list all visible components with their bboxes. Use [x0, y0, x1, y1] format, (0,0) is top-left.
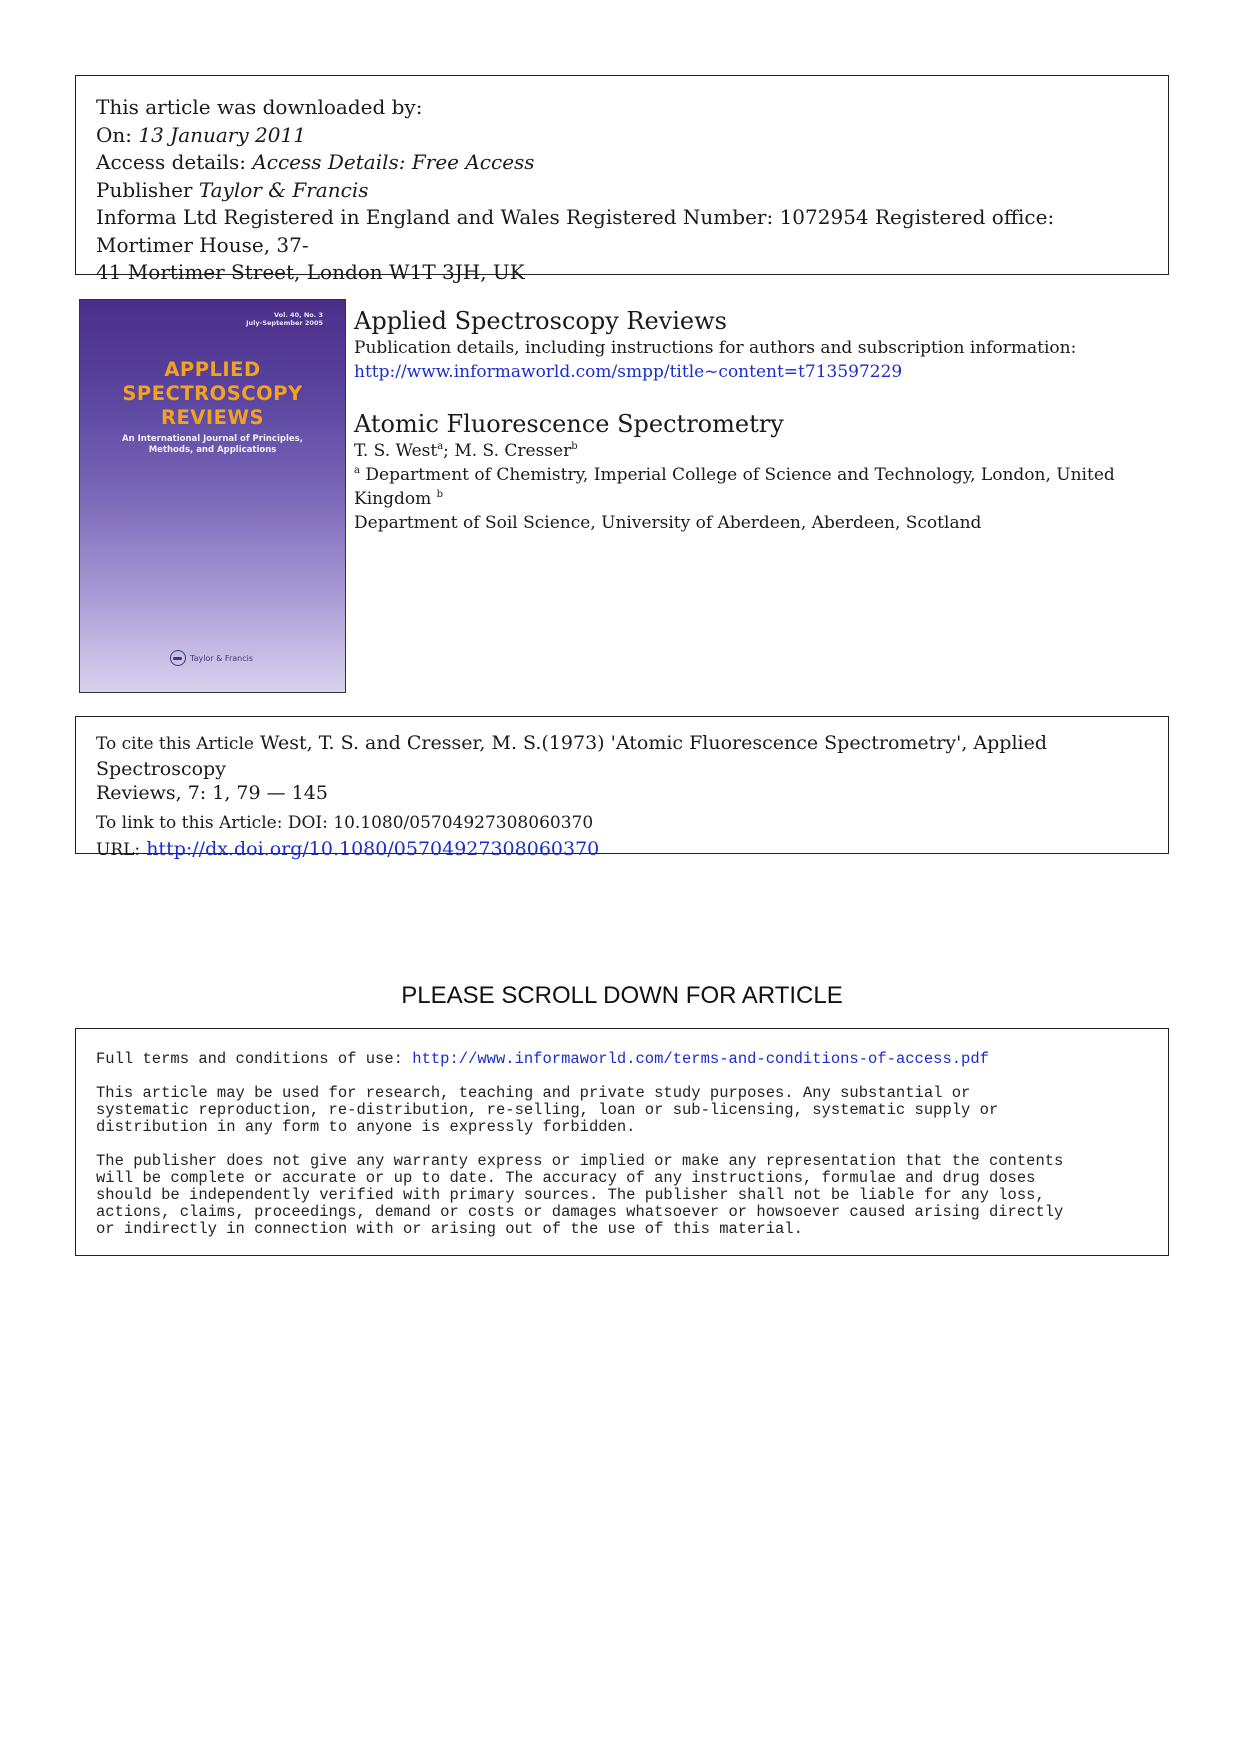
article-title: Atomic Fluorescence Spectrometry [354, 410, 784, 438]
terms-url-link[interactable]: http://www.informaworld.com/terms-and-conditions-of-access.pdf [412, 1050, 989, 1068]
terms-box [75, 1028, 1169, 1256]
cite-label: To cite this Article [96, 734, 254, 754]
usage-line: distribution in any form to anyone is expressly forbidden. [96, 1118, 636, 1136]
citation-text: West, T. S. and Cresser, M. S.(1973) 'Atomic Fluorescence Spectrometry', Applied Spectroscopy [96, 732, 1047, 780]
affil-marker: b [436, 489, 444, 500]
doi-url-link[interactable]: http://dx.doi.org/10.1080/05704927308060370 [140, 838, 600, 860]
journal-title: Applied Spectroscopy Reviews [354, 307, 727, 335]
download-date-label: On: [96, 122, 139, 147]
registered-office-line-1: Informa Ltd Registered in England and Wales Registered Number: 1072954 Registered office: Mortimer House, 37- [96, 205, 1055, 257]
citation-line [96, 731, 1148, 781]
disclaimer-line: will be complete or accurate or up to date. The accuracy of any instructions, formulae and drug doses [96, 1169, 1036, 1187]
disclaimer-line: should be independently verified with primary sources. The publisher shall not be liable for any loss, [96, 1186, 1045, 1204]
publisher-line [96, 177, 1148, 205]
citation-box [75, 716, 1169, 860]
url-label: URL: [96, 840, 141, 860]
author-name: T. S. West [354, 441, 438, 461]
citation-line-2: Reviews, 7: 1, 79 — 145 [96, 782, 328, 804]
journal-url-link[interactable]: http://www.informaworld.com/smpp/title~content=t713597229 [354, 362, 903, 382]
registered-office-line-2: 41 Mortimer Street, London W1T 3JH, UK [96, 260, 525, 284]
publication-details: Publication details, including instructions for authors and subscription information: [354, 338, 1077, 358]
usage-line: This article may be used for research, teaching and private study purposes. Any substantial or [96, 1084, 971, 1102]
affiliation-a: Department of Chemistry, Imperial College of Science and Technology, London, United Kingdom [354, 465, 1115, 509]
cover-title-line: SPECTROSCOPY [122, 382, 303, 405]
doi-value: 10.1080/05704927308060370 [327, 812, 594, 833]
disclaimer-line: actions, claims, proceedings, demand or costs or damages whatsoever or howsoever caused arising directly [96, 1203, 1064, 1221]
access-details-line [96, 149, 1148, 177]
downloaded-by-line: This article was downloaded by: [96, 95, 423, 119]
download-date-line [96, 122, 1148, 150]
cover-title-line: REVIEWS [160, 406, 265, 429]
cover-volume: Vol. 40, No. 3 [273, 311, 323, 319]
doi-line [96, 810, 1148, 836]
access-details-label: Access details: [96, 150, 253, 174]
access-details-value: Access Details: Free Access [252, 150, 535, 174]
author-separator: ; [443, 441, 455, 461]
usage-paragraph [96, 1085, 1148, 1136]
affiliation-b: Department of Soil Science, University of Aberdeen, Aberdeen, Scotland [354, 513, 982, 533]
doi-label: To link to this Article: DOI: [96, 812, 328, 833]
author-affiliations [354, 463, 1154, 535]
publisher-value: Taylor & Francis [198, 177, 369, 202]
publisher-label: Publisher [96, 177, 199, 202]
article-authors [354, 439, 1154, 463]
journal-cover-image [79, 299, 346, 693]
cover-publisher-logo [170, 650, 253, 666]
terms-line [96, 1051, 1148, 1068]
journal-info [354, 306, 1154, 535]
cover-subtitle-line: Methods, and Applications [148, 445, 277, 455]
author-name: M. S. Cresser [454, 441, 572, 461]
cover-volume-info [246, 311, 323, 327]
cover-subtitle [80, 434, 345, 456]
cover-publisher-name: Taylor & Francis [190, 653, 253, 663]
terms-label: Full terms and conditions of use: [96, 1050, 413, 1068]
publisher-logo-icon [170, 650, 186, 666]
download-info-box [75, 75, 1169, 284]
download-date: 13 January 2011 [138, 122, 306, 147]
cover-title-line: APPLIED [164, 358, 261, 381]
usage-line: systematic reproduction, re-distribution, re-selling, loan or sub-licensing, systematic supply or [96, 1101, 999, 1119]
url-line [96, 837, 1148, 863]
author-affil-marker: a [437, 441, 444, 452]
disclaimer-paragraph [96, 1153, 1148, 1238]
author-affil-marker: b [571, 441, 578, 452]
affil-marker: a [354, 465, 360, 476]
scroll-down-notice: PLEASE SCROLL DOWN FOR ARTICLE [401, 982, 843, 1009]
cover-journal-title [80, 358, 345, 430]
disclaimer-line: The publisher does not give any warranty express or implied or make any representation that the contents [96, 1152, 1064, 1170]
cover-dates: July-September 2005 [246, 319, 323, 327]
disclaimer-line: or indirectly in connection with or arising out of the use of this material. [96, 1220, 803, 1238]
cover-subtitle-line: An International Journal of Principles, [122, 434, 303, 444]
